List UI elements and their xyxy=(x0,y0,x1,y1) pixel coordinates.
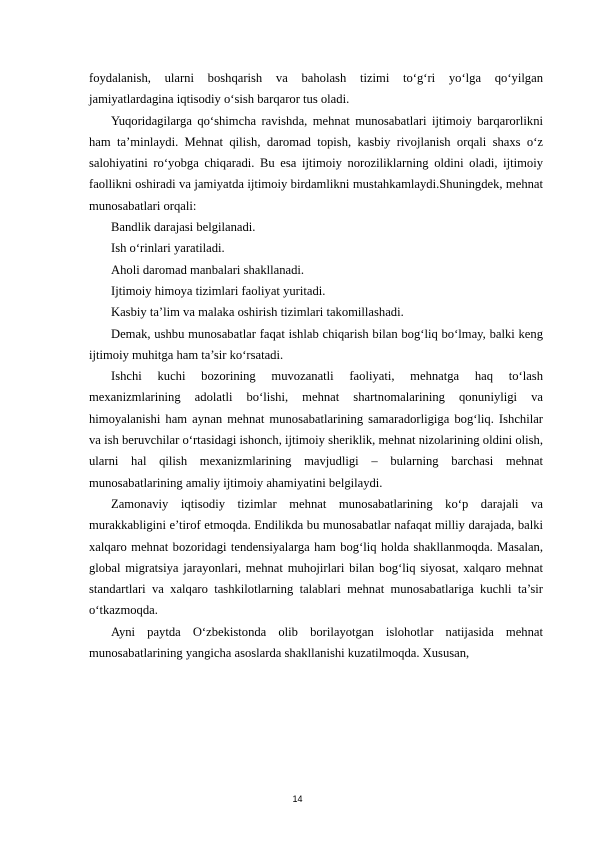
page-number xyxy=(0,793,595,805)
paragraph-conclusion: Demak, ushbu munosabatlar faqat ishlab chiqarish bilan bog‘liq bo‘lmay, balki keng ijtimoiy muhitga ham ta’sir ko‘rsatadi. xyxy=(89,326,543,362)
list-item-employment-level: Bandlik darajasi belgilanadi. xyxy=(111,220,256,235)
paragraph-modern-systems: Zamonaviy iqtisodiy tizimlar mehnat munosabatlarining ko‘p darajali va murakkabligini e’tirof etmoqda. Endilikda bu munosabatlar nafaqat milliy darajada, balki xalqaro mehnat bozoridagi tendensiyalarga ham bog‘liq holda shakllanmoqda. Masalan, global migratsiya jarayonlari, mehnat muhojirlari bilan bog‘liq siyosat, xalqaro mehnat standartlari va xalqaro tashkilotlarning talablari mehnat munosabatlariga kuchli ta’sir o‘tkazmoqda. xyxy=(89,496,543,618)
list-item-social-protection: Ijtimoiy himoya tizimlari faoliyat yuritadi. xyxy=(111,283,326,298)
page-number-text: 14 xyxy=(292,794,303,804)
list-item-income-sources: Aholi daromad manbalari shakllanadi. xyxy=(111,262,305,277)
page-body xyxy=(89,68,543,664)
list-item-vocational-training: Kasbiy ta’lim va malaka oshirish tizimlari takomillashadi. xyxy=(111,305,404,320)
paragraph-uzbekistan-reforms: Ayni paytda O‘zbekistonda olib borilayotgan islohotlar natijasida mehnat munosabatlarining yangicha asoslarda shakllanishi kuzatilmoqda. Xususan, xyxy=(89,624,543,661)
paragraph-social-stability: Yuqoridagilarga qo‘shimcha ravishda, mehnat munosabatlari ijtimoiy barqarorlikni ham ta’minlaydi. Mehnat qilish, daromad topish, kasbiy rivojlanish orqali shaxs o‘z salohiyatini ro‘yobga chiqaradi. Bu esa ijtimoiy noroziliklarning oldini oladi, ijtimoiy faollikni oshiradi va jamiyatda ijtimoiy birdamlikni mustahkamlaydi.Shuningdek, mehnat munosabatlari orqali: xyxy=(89,113,543,213)
list-item-jobs-created: Ish o‘rinlari yaratiladi. xyxy=(111,241,225,256)
paragraph-labor-market: Ishchi kuchi bozorining muvozanatli faoliyati, mehnatga haq to‘lash mexanizmlarining adolatli bo‘lishi, mehnat shartnomalarining qonuniyligi va himoyalanishi ham aynan mehnat munosabatlarining samaradorligiga bog‘liq. Ishchilar va ish beruvchilar o‘rtasidagi ishonch, ijtimoiy sheriklik, mehnat nizolarining oldini olish, ularni hal qilish mexanizmlarining mavjudligi – bularning barchasi mehnat munosabatlarining amaliy ijtimoiy ahamiyatini belgilaydi. xyxy=(89,369,543,490)
paragraph-continuation: foydalanish, ularni boshqarish va baholash tizimi to‘g‘ri yo‘lga qo‘yilgan jamiyatlardagina iqtisodiy o‘sish barqaror tus oladi. xyxy=(89,71,543,107)
